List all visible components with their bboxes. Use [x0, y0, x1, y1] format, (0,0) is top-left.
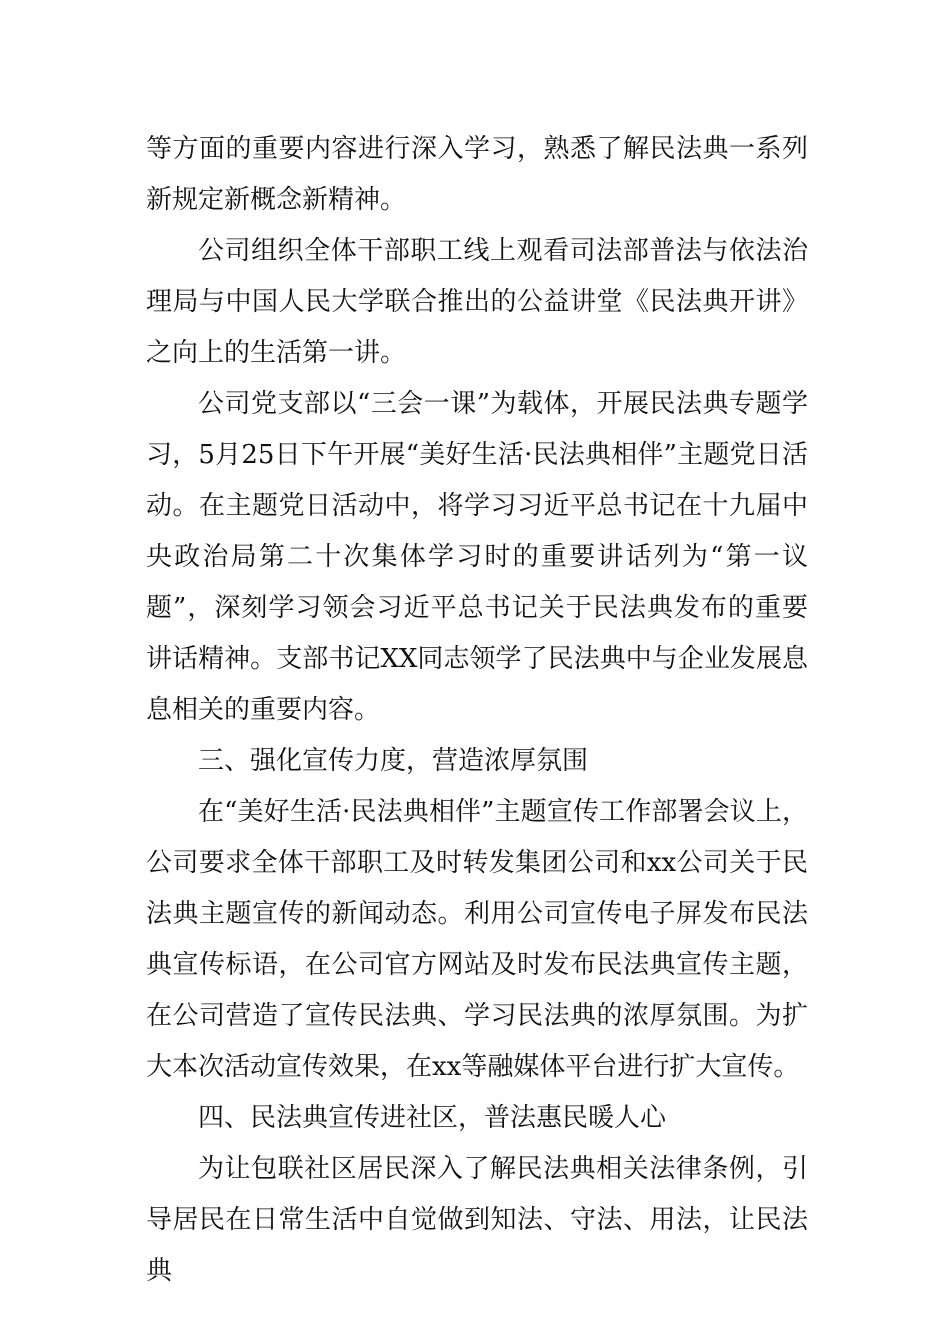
- paragraph-community: 为让包联社区居民深入了解民法典相关法律条例，引导居民在日常生活中自觉做到知法、守法、用法，让民法典: [146, 1154, 808, 1286]
- section-heading-3: 三、强化宣传力度，营造浓厚氛围: [198, 746, 589, 776]
- paragraph-publicity: 在“美好生活·民法典相伴”主题宣传工作部署会议上，公司要求全体干部职工及时转发集团公司和xx公司关于民法典主题宣传的新闻动态。利用公司宣传电子屏发布民法典宣传标语，在公司官方网站及时发布民法典宣传主题，在公司营造了宣传民法典、学习民法典的浓厚氛围。为扩大本次活动宣传效果，在xx等融媒体平台进行扩大宣传。: [146, 797, 808, 1082]
- paragraph-online-lecture: 公司组织全体干部职工线上观看司法部普法与依法治理局与中国人民大学联合推出的公益讲堂《民法典开讲》之向上的生活第一讲。: [146, 236, 808, 368]
- section-heading-4: 四、民法典宣传进社区，普法惠民暖人心: [198, 1103, 667, 1133]
- document-body: [146, 124, 808, 1297]
- paragraph-continuation: 等方面的重要内容进行深入学习，熟悉了解民法典一系列新规定新概念新精神。: [146, 134, 808, 215]
- paragraph-party-branch: 公司党支部以“三会一课”为载体，开展民法典专题学习，5月25日下午开展“美好生活·民法典相伴”主题党日活动。在主题党日活动中，将学习习近平总书记在十九届中央政治局第二十次集体学习时的重要讲话列为“第一议题”，深刻学习领会习近平总书记关于民法典发布的重要讲话精神。支部书记XX同志领学了民法典中与企业发展息息相关的重要内容。: [146, 389, 808, 725]
